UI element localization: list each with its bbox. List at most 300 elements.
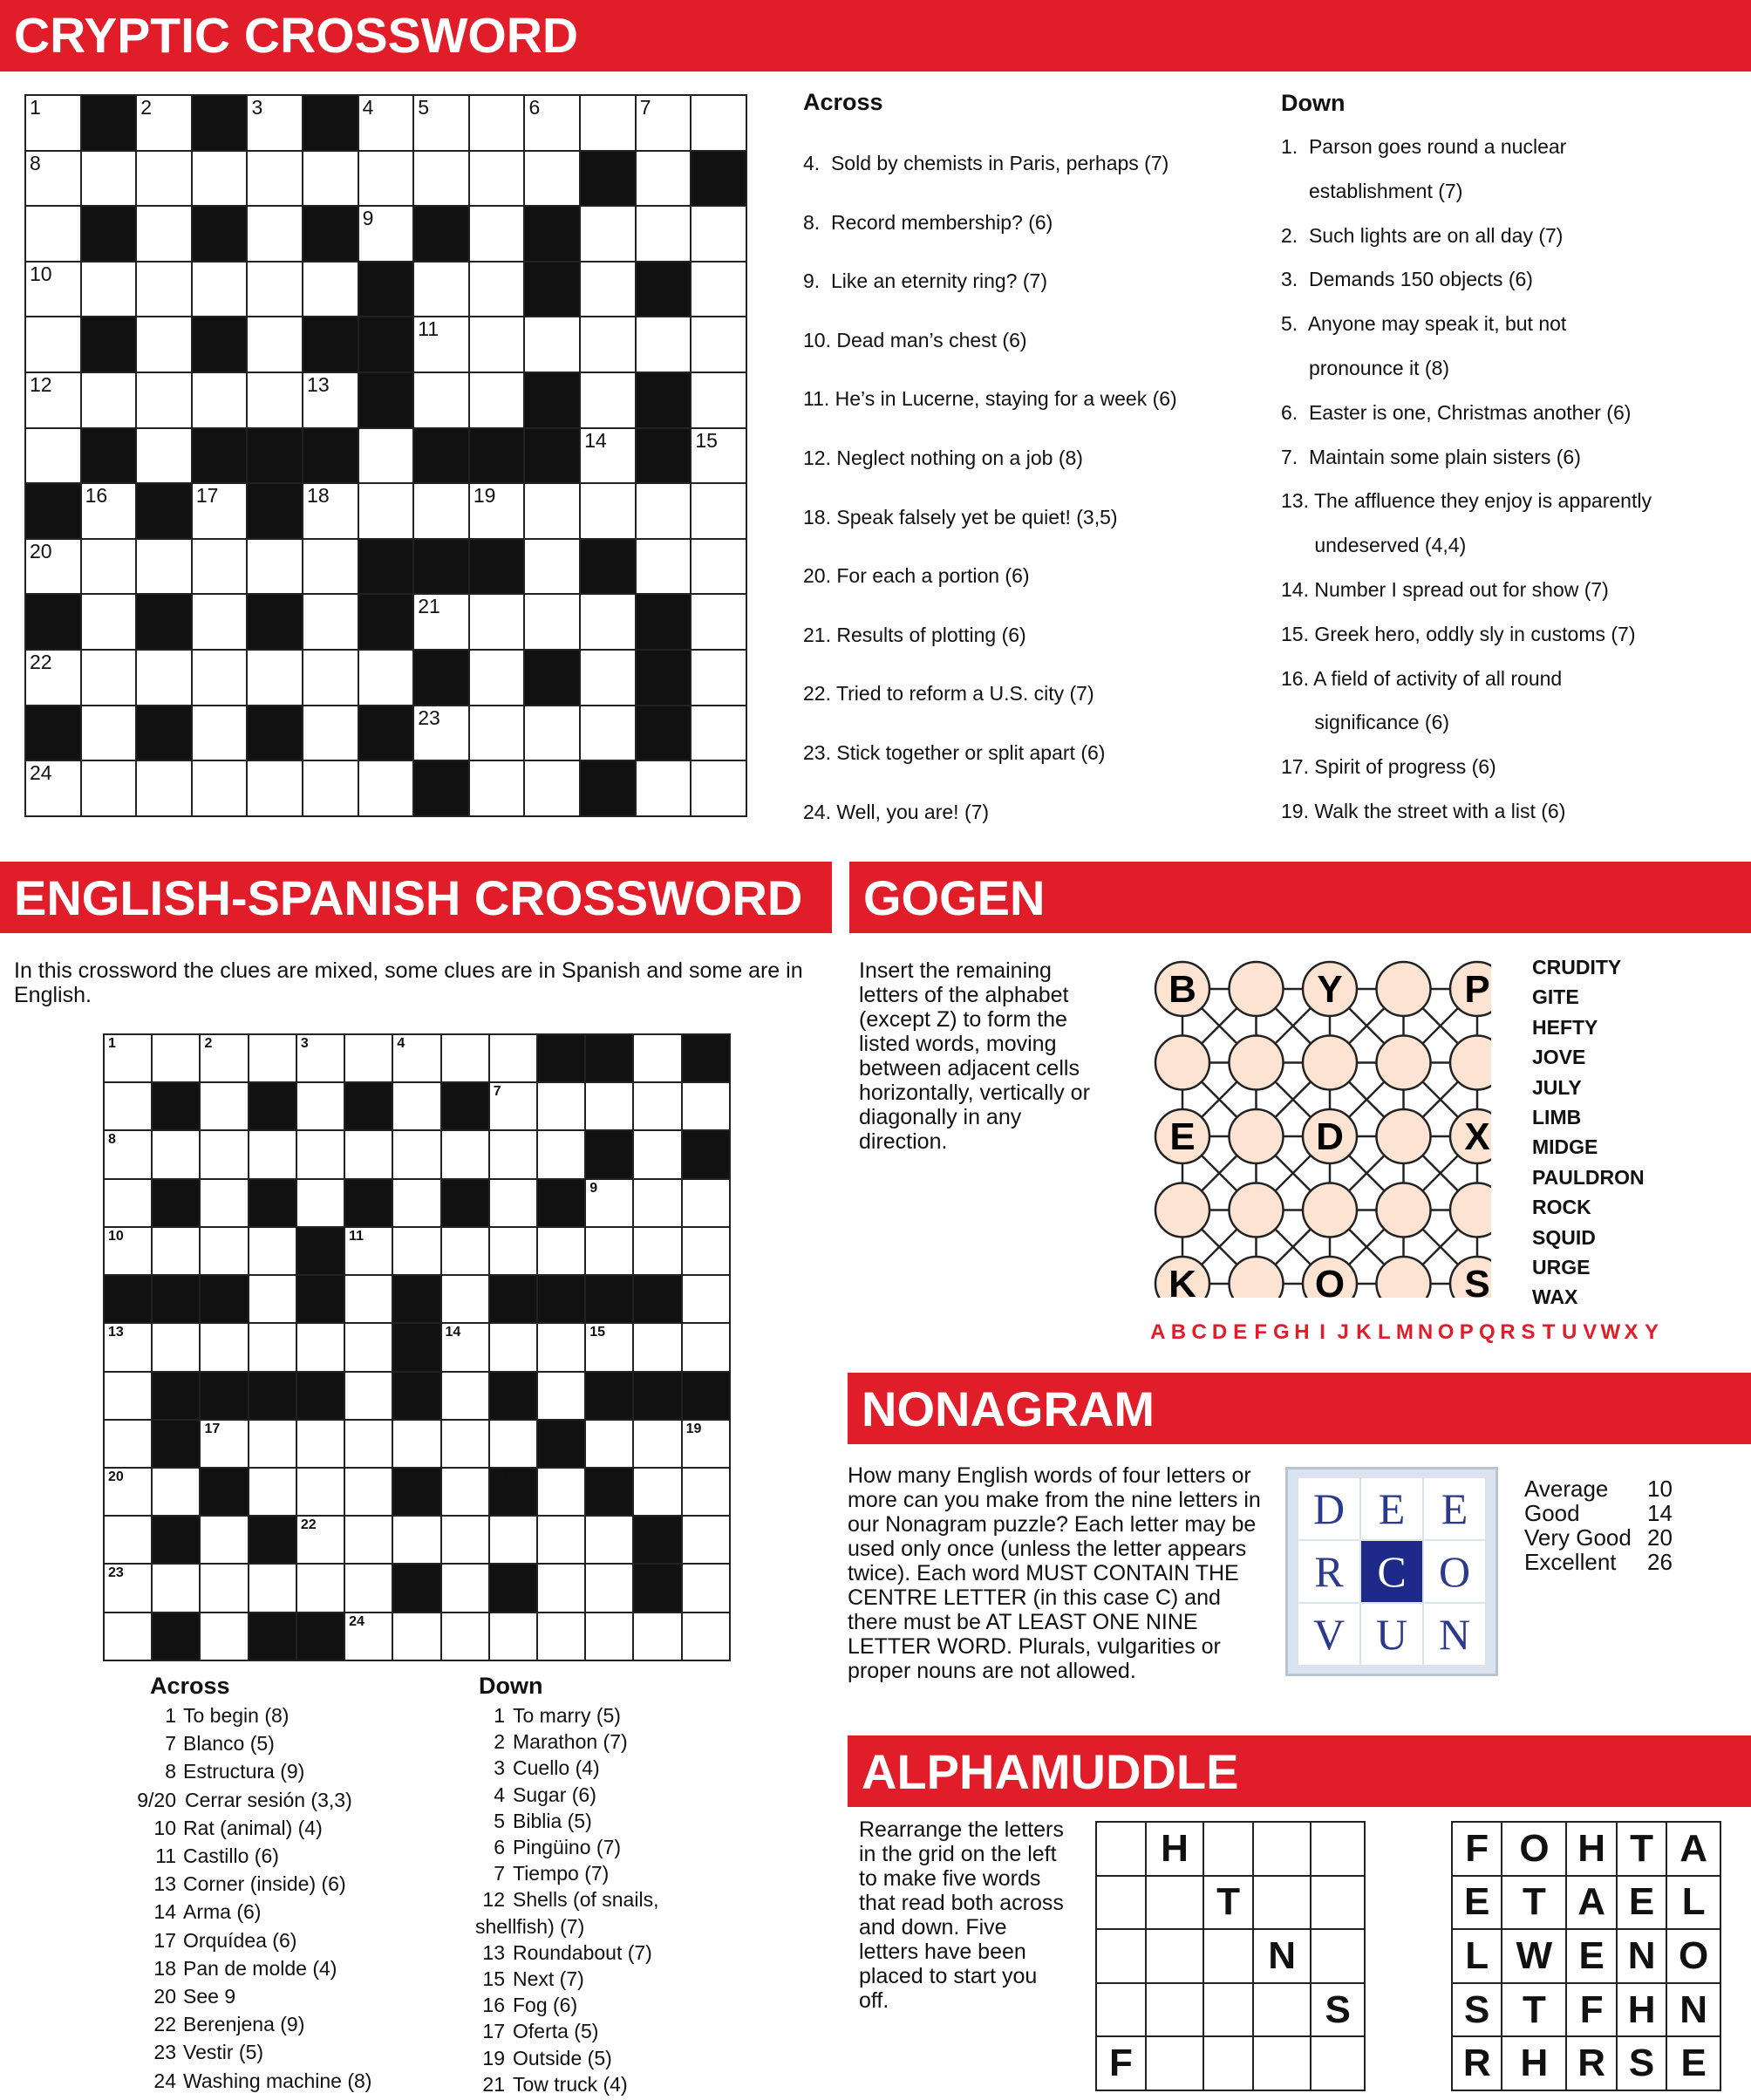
white-cell — [104, 1227, 152, 1275]
white-cell — [303, 760, 358, 816]
gogen-cell — [1230, 962, 1284, 1016]
black-cell — [152, 1612, 200, 1660]
alphamuddle-cell: S — [1617, 2036, 1666, 2090]
white-cell — [249, 1034, 296, 1082]
cryptic-down-heading: Down — [1281, 90, 1346, 116]
alphamuddle-cell — [1096, 1929, 1146, 1983]
nonagram-rating-value: 10 — [1647, 1476, 1673, 1502]
alphamuddle-cell: R — [1452, 2036, 1502, 2090]
gogen-alphabet-letter: N — [1417, 1320, 1434, 1344]
black-cell — [469, 539, 525, 595]
cryptic-down-clue: 7. Maintain some plain sisters (6) — [1281, 445, 1581, 468]
engspan-down-text: Sugar (6) — [513, 1783, 596, 1806]
white-cell — [682, 1082, 730, 1130]
white-cell — [152, 1564, 200, 1612]
gogen-letter: O — [1314, 1263, 1346, 1298]
white-cell — [104, 1372, 152, 1420]
cryptic-down-clue: 17. Spirit of progress (6) — [1281, 755, 1496, 779]
nonagram-letter: E — [1424, 1478, 1485, 1539]
clue-number: 16 — [397, 1373, 413, 1388]
black-cell — [303, 428, 358, 484]
white-cell — [344, 1227, 392, 1275]
black-cell — [192, 428, 248, 484]
engspan-down-text: Roundabout (7) — [513, 1940, 652, 1964]
white-cell — [104, 1564, 152, 1612]
clue-number: 19 — [685, 1421, 702, 1436]
gogen-letter: X — [1464, 1115, 1490, 1158]
white-cell — [469, 206, 525, 262]
cryptic-banner — [0, 0, 1751, 72]
black-cell — [691, 151, 746, 207]
clue-number: 24 — [349, 1613, 365, 1629]
white-cell — [358, 760, 414, 816]
engspan-intro: In this crossword the clues are mixed, some clues are in Spanish and some are in English. — [14, 958, 803, 1007]
white-cell — [200, 1564, 248, 1612]
black-cell — [152, 1372, 200, 1420]
alphamuddle-cell: E — [1452, 1876, 1502, 1930]
gogen-alphabet-letter: I — [1319, 1320, 1325, 1344]
engspan-down-text: shellfish) (7) — [475, 1914, 585, 1938]
white-cell — [358, 206, 414, 262]
gogen-word: PAULDRON — [1532, 1165, 1645, 1189]
white-cell — [136, 372, 192, 428]
clue-number: 3 — [300, 1036, 309, 1051]
black-cell — [441, 1179, 489, 1227]
black-cell — [303, 317, 358, 372]
white-cell — [25, 95, 81, 151]
alphamuddle-cell: O — [1502, 1822, 1566, 1876]
white-cell — [81, 760, 137, 816]
white-cell — [249, 1564, 296, 1612]
gogen-board — [1142, 949, 1491, 1298]
nonagram-grid — [1285, 1467, 1498, 1676]
gogen-cell — [1377, 1183, 1431, 1238]
white-cell — [249, 1323, 296, 1371]
black-cell — [524, 206, 580, 262]
white-cell — [537, 1372, 585, 1420]
alphamuddle-cell — [1311, 1876, 1365, 1930]
black-cell — [192, 95, 248, 151]
white-cell — [469, 151, 525, 207]
white-cell — [489, 1612, 537, 1660]
white-cell — [469, 262, 525, 317]
white-cell — [469, 760, 525, 816]
engspan-down-number: 7 — [494, 1862, 505, 1885]
gogen-cell — [1230, 1183, 1284, 1238]
nonagram-banner — [848, 1373, 1751, 1444]
engspan-across-text: Pan de molde (4) — [183, 1956, 337, 1980]
white-cell — [104, 1468, 152, 1516]
engspan-down-number: 16 — [482, 1994, 505, 2017]
black-cell — [489, 1275, 537, 1323]
white-cell — [104, 1612, 152, 1660]
white-cell — [537, 1468, 585, 1516]
black-cell — [358, 594, 414, 650]
black-cell — [344, 1179, 392, 1227]
white-cell — [104, 1516, 152, 1564]
alphamuddle-cell — [1203, 2036, 1253, 2090]
engspan-across-text: To begin (8) — [183, 1704, 290, 1727]
black-cell — [104, 1275, 152, 1323]
white-cell — [413, 594, 469, 650]
gogen-alphabet-letter: A — [1150, 1320, 1166, 1344]
white-cell — [296, 1082, 344, 1130]
gogen-word: JOVE — [1532, 1046, 1586, 1069]
cryptic-down-clue: 13. The affluence they enjoy is apparently — [1281, 489, 1652, 513]
engspan-down-number: 15 — [482, 1967, 505, 1990]
white-cell — [441, 1468, 489, 1516]
nonagram-rating-value: 20 — [1647, 1524, 1673, 1551]
white-cell — [469, 372, 525, 428]
engspan-down-number: 6 — [494, 1836, 505, 1858]
white-cell — [136, 650, 192, 706]
white-cell — [691, 95, 746, 151]
cryptic-down-clue: 3. Demands 150 objects (6) — [1281, 268, 1533, 291]
gogen-cell — [1377, 1109, 1431, 1163]
white-cell — [580, 650, 636, 706]
gogen-alphabet-letter: W — [1600, 1320, 1621, 1344]
black-cell — [81, 206, 137, 262]
alphamuddle-cell: F — [1452, 1822, 1502, 1876]
white-cell — [580, 483, 636, 539]
clue-number: 16 — [85, 484, 108, 508]
alphamuddle-cell — [1096, 1876, 1146, 1930]
white-cell — [192, 760, 248, 816]
engspan-down-number: 17 — [482, 2020, 505, 2043]
white-cell — [104, 1323, 152, 1371]
white-cell — [441, 1130, 489, 1178]
gogen-word: WAX — [1532, 1285, 1578, 1309]
white-cell — [25, 428, 81, 484]
white-cell — [585, 1082, 633, 1130]
gogen-word: LIMB — [1532, 1106, 1582, 1128]
alphamuddle-intro: Rearrange the letters in the grid on the left to make five words that read both across and down. Five letters have been placed to start you off. — [859, 1817, 1064, 2013]
clue-number: 8 — [108, 1132, 116, 1148]
gogen-alphabet-letter: P — [1459, 1320, 1474, 1344]
gogen-cell — [1230, 1036, 1284, 1090]
nonagram-rating-label: Very Good — [1524, 1524, 1632, 1551]
cryptic-down-clue: 19. Walk the street with a list (6) — [1281, 800, 1566, 822]
white-cell — [585, 1227, 633, 1275]
engspan-across-text: Castillo (6) — [183, 1844, 279, 1867]
white-cell — [81, 151, 137, 207]
alphamuddle-cell: E — [1666, 2036, 1720, 2090]
white-cell — [682, 1612, 730, 1660]
white-cell — [691, 650, 746, 706]
white-cell — [441, 1323, 489, 1371]
white-cell — [104, 1179, 152, 1227]
white-cell — [580, 95, 636, 151]
white-cell — [524, 151, 580, 207]
cryptic-grid — [24, 94, 747, 817]
white-cell — [296, 1034, 344, 1082]
gogen-alphabet-letter: J — [1337, 1320, 1349, 1344]
white-cell — [81, 650, 137, 706]
white-cell — [249, 1275, 296, 1323]
gogen-alphabet-letter: O — [1437, 1320, 1455, 1344]
gogen-cell — [1450, 1183, 1491, 1238]
white-cell — [81, 483, 137, 539]
white-cell — [344, 1516, 392, 1564]
black-cell — [152, 1179, 200, 1227]
white-cell — [441, 1034, 489, 1082]
engspan-down-text: Tiempo (7) — [513, 1862, 610, 1885]
white-cell — [247, 760, 303, 816]
white-cell — [392, 1034, 440, 1082]
cryptic-down-clue: 1. Parson goes round a nuclear — [1281, 135, 1567, 158]
clue-number: 17 — [204, 1421, 221, 1436]
white-cell — [344, 1468, 392, 1516]
white-cell — [358, 95, 414, 151]
white-cell — [524, 95, 580, 151]
black-cell — [585, 1275, 633, 1323]
black-cell — [152, 1420, 200, 1468]
black-cell — [537, 1420, 585, 1468]
gogen-cell — [1155, 1183, 1209, 1238]
alphamuddle-cell: W — [1502, 1929, 1566, 1983]
cryptic-across-clue: 23. Stick together or split apart (6) — [803, 741, 1106, 764]
alphamuddle-cell: R — [1566, 2036, 1616, 2090]
white-cell — [25, 151, 81, 207]
clue-number: 15 — [695, 428, 718, 452]
alphamuddle-cell: S — [1311, 1983, 1365, 2037]
alphamuddle-cell — [1203, 1983, 1253, 2037]
white-cell — [636, 483, 692, 539]
black-cell — [296, 1227, 344, 1275]
white-cell — [25, 539, 81, 595]
black-cell — [247, 594, 303, 650]
clue-number: 21 — [418, 595, 440, 618]
clue-number: 8 — [30, 151, 41, 174]
white-cell — [524, 594, 580, 650]
nonagram-intro: How many English words of four letters or more can you make from the nine letters in our Nonagram puzzle? Each letter may be used only once (unless the letter appears twice). Each word MUST CONTAIN THE CENTRE LETTER (in this case C) and there must be AT LEAST ONE NINE LETTER WORD. Plurals, vulgarities or proper nouns are not allowed. — [848, 1463, 1261, 1683]
black-cell — [25, 706, 81, 761]
alphamuddle-cell — [1146, 2036, 1203, 2090]
engspan-down-text: Fog (6) — [513, 1994, 578, 2017]
engspan-across-number: 14 — [153, 1900, 176, 1924]
alphamuddle-cell — [1096, 1822, 1146, 1876]
white-cell — [25, 206, 81, 262]
cryptic-down-clue: 15. Greek hero, oddly sly in customs (7) — [1281, 622, 1636, 645]
engspan-down-text: Tow truck (4) — [513, 2072, 628, 2096]
black-cell — [633, 1275, 681, 1323]
nonagram-letter: O — [1424, 1541, 1485, 1602]
black-cell — [152, 1516, 200, 1564]
white-cell — [200, 1034, 248, 1082]
gogen-cell — [1377, 1036, 1431, 1090]
white-cell — [691, 594, 746, 650]
white-cell — [585, 1516, 633, 1564]
cryptic-down-clue: 14. Number I spread out for show (7) — [1281, 578, 1609, 601]
engspan-down-text: Oferta (5) — [513, 2020, 599, 2043]
cryptic-across-clue: 20. For each a portion (6) — [803, 564, 1030, 588]
white-cell — [136, 428, 192, 484]
clue-number: 20 — [108, 1469, 124, 1484]
gogen-alphabet-letter: U — [1562, 1320, 1577, 1344]
white-cell — [192, 151, 248, 207]
alphamuddle-banner — [848, 1735, 1751, 1807]
white-cell — [580, 706, 636, 761]
gogen-cell — [1230, 1257, 1284, 1298]
white-cell — [636, 539, 692, 595]
alphamuddle-cell: A — [1566, 1876, 1616, 1930]
white-cell — [81, 706, 137, 761]
white-cell — [152, 1130, 200, 1178]
cryptic-across-clue: 12. Neglect nothing on a job (8) — [803, 447, 1083, 469]
engspan-across-number: 7 — [165, 1732, 176, 1756]
black-cell — [25, 483, 81, 539]
clue-number: 2 — [204, 1036, 213, 1051]
black-cell — [413, 206, 469, 262]
white-cell — [691, 317, 746, 372]
white-cell — [392, 1179, 440, 1227]
clue-number: 22 — [30, 651, 52, 674]
cryptic-down-clue: 16. A field of activity of all round — [1281, 666, 1563, 690]
clue-number: 17 — [195, 484, 219, 508]
alphamuddle-cell — [1203, 1822, 1253, 1876]
black-cell — [580, 539, 636, 595]
black-cell — [682, 1034, 730, 1082]
white-cell — [489, 1323, 537, 1371]
clue-number: 22 — [300, 1517, 317, 1533]
clue-number: 13 — [108, 1325, 124, 1340]
white-cell — [247, 372, 303, 428]
white-cell — [469, 95, 525, 151]
cryptic-down-clue: 5. Anyone may speak it, but not — [1281, 312, 1567, 336]
nonagram-letter: R — [1298, 1541, 1359, 1602]
gogen-word: SQUID — [1532, 1225, 1596, 1249]
black-cell — [489, 1468, 537, 1516]
white-cell — [489, 1130, 537, 1178]
white-cell — [633, 1420, 681, 1468]
white-cell — [413, 317, 469, 372]
engspan-down-number: 1 — [494, 1704, 505, 1727]
clue-number: 6 — [528, 96, 541, 119]
white-cell — [192, 483, 248, 539]
white-cell — [413, 372, 469, 428]
clue-number: 12 — [30, 373, 52, 397]
black-cell — [633, 1516, 681, 1564]
white-cell — [489, 1179, 537, 1227]
white-cell — [81, 262, 137, 317]
black-cell — [358, 262, 414, 317]
clue-number: 4 — [362, 96, 374, 119]
engspan-down-text: Marathon (7) — [513, 1730, 628, 1754]
cryptic-across-clue: 11. He’s in Lucerne, staying for a week (6) — [803, 387, 1177, 411]
black-cell — [296, 1612, 344, 1660]
white-cell — [633, 1082, 681, 1130]
black-cell — [633, 1564, 681, 1612]
black-cell — [249, 1372, 296, 1420]
alphamuddle-cell: T — [1203, 1876, 1253, 1930]
white-cell — [200, 1179, 248, 1227]
gogen-alphabet-letter: S — [1521, 1320, 1536, 1344]
engspan-down-number: 19 — [482, 2046, 505, 2069]
black-cell — [200, 1275, 248, 1323]
white-cell — [413, 95, 469, 151]
white-cell — [580, 206, 636, 262]
white-cell — [152, 1468, 200, 1516]
white-cell — [636, 95, 692, 151]
white-cell — [682, 1227, 730, 1275]
white-cell — [682, 1323, 730, 1371]
white-cell — [489, 1516, 537, 1564]
black-cell — [358, 539, 414, 595]
clue-number: 21 — [493, 1469, 509, 1484]
gogen-alphabet-letter: T — [1542, 1320, 1556, 1344]
white-cell — [682, 1564, 730, 1612]
white-cell — [192, 539, 248, 595]
clue-number: 4 — [397, 1036, 405, 1051]
white-cell — [441, 1275, 489, 1323]
white-cell — [344, 1372, 392, 1420]
gogen-letter: Y — [1317, 968, 1343, 1011]
engspan-down-text: Outside (5) — [513, 2046, 612, 2069]
engspan-across-text: Washing machine (8) — [183, 2069, 372, 2092]
cryptic-across-clue: 10. Dead man’s chest (6) — [803, 328, 1027, 351]
white-cell — [136, 539, 192, 595]
white-cell — [249, 1130, 296, 1178]
white-cell — [585, 1179, 633, 1227]
cryptic-down-clue: undeserved (4,4) — [1281, 534, 1467, 557]
white-cell — [152, 1227, 200, 1275]
white-cell — [358, 428, 414, 484]
white-cell — [633, 1034, 681, 1082]
white-cell — [691, 706, 746, 761]
white-cell — [200, 1612, 248, 1660]
engspan-across-number: 13 — [153, 1872, 176, 1896]
white-cell — [344, 1420, 392, 1468]
clue-number: 10 — [108, 1228, 124, 1244]
gogen-alphabet-letter: E — [1233, 1320, 1248, 1344]
alphamuddle-cell — [1253, 1876, 1311, 1930]
cryptic-across-clue: 21. Results of plotting (6) — [803, 623, 1026, 646]
cryptic-across-clue: 24. Well, you are! (7) — [803, 800, 990, 823]
black-cell — [192, 206, 248, 262]
alphamuddle-cell: O — [1666, 1929, 1720, 1983]
clue-number: 14 — [445, 1325, 461, 1340]
gogen-alphabet-letter: H — [1294, 1320, 1310, 1344]
gogen-alphabet-letter: R — [1500, 1320, 1516, 1344]
white-cell — [247, 650, 303, 706]
white-cell — [691, 372, 746, 428]
white-cell — [296, 1130, 344, 1178]
white-cell — [25, 760, 81, 816]
clue-number: 7 — [639, 96, 651, 119]
black-cell — [392, 1468, 440, 1516]
white-cell — [392, 1420, 440, 1468]
white-cell — [192, 372, 248, 428]
white-cell — [104, 1420, 152, 1468]
white-cell — [682, 1420, 730, 1468]
white-cell — [81, 372, 137, 428]
alphamuddle-cell: T — [1617, 1822, 1666, 1876]
cryptic-down-clue: 2. Such lights are on all day (7) — [1281, 223, 1564, 247]
alphamuddle-cell: H — [1617, 1983, 1666, 2037]
nonagram-centre-letter: C — [1361, 1541, 1422, 1602]
white-cell — [200, 1323, 248, 1371]
white-cell — [580, 428, 636, 484]
black-cell — [585, 1130, 633, 1178]
white-cell — [489, 1082, 537, 1130]
engspan-across-text: Corner (inside) (6) — [183, 1872, 346, 1896]
alphamuddle-cell: F — [1566, 1983, 1616, 2037]
white-cell — [249, 1468, 296, 1516]
alphamuddle-cell — [1096, 1983, 1146, 2037]
black-cell — [392, 1275, 440, 1323]
black-cell — [136, 594, 192, 650]
clue-number: 5 — [418, 96, 430, 119]
